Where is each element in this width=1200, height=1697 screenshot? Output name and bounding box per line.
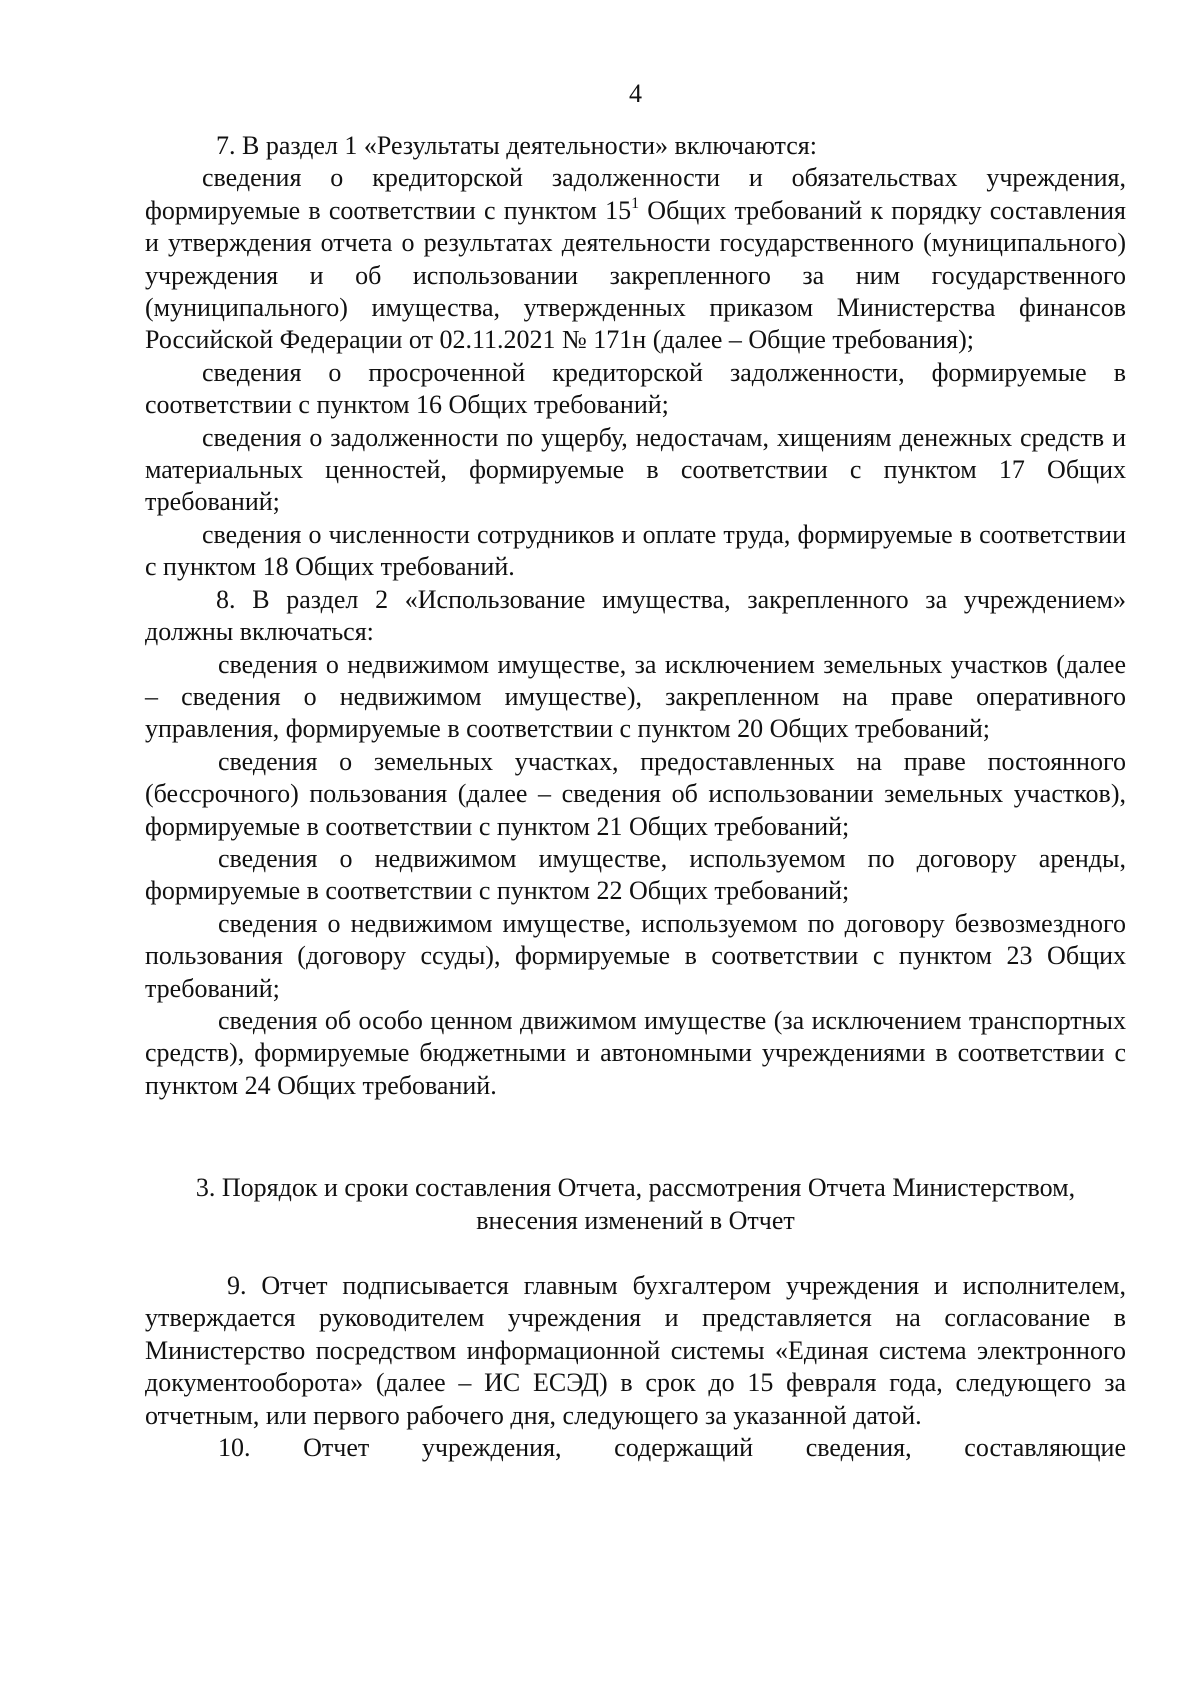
paragraph-7-item-damage-debt: сведения о задолженности по ущербу, недостачам, хищениям денежных средств и материальных ценностей, формируемые в соответствии с пунктом 17 Общих требований; — [145, 422, 1126, 517]
paragraph-9: 9. Отчет подписывается главным бухгалтером учреждения и исполнителем, утверждается руководителем учреждения и представляется на согласование в Министерство посредством информационной системы «Единая система электронного документооборота» (далее – ИС ЕСЭД) в срок до 15 февраля года, следующего за отчетным, или первого рабочего дня, следующего за указанной датой. — [145, 1271, 1126, 1430]
paragraph-7-item-staff: сведения о численности сотрудников и оплате труда, формируемые в соответствии с пунктом 18 Общих требований. — [145, 519, 1126, 582]
paragraph-8-item-lease: сведения о недвижимом имуществе, используемом по договору аренды, формируемые в соответствии с пунктом 22 Общих требований; — [145, 843, 1126, 906]
section-3-heading-line-2: внесения изменений в Отчет — [476, 1205, 795, 1235]
paragraph-7-item-creditor-debt-text: сведения о кредиторской задолженности и обязательствах учреждения, формируемые в соответствии с пунктом 15 — [145, 163, 1126, 225]
paragraph-7-item-overdue-debt: сведения о просроченной кредиторской задолженности, формируемые в соответствии с пунктом 16 Общих требований; — [145, 357, 1126, 420]
paragraph-8-item-free-use: сведения о недвижимом имуществе, используемом по договору безвозмездного пользования (договору ссуды), формируемые в соответствии с пунктом 23 Общих требований; — [145, 908, 1126, 1003]
paragraph-8-item-land: сведения о земельных участках, предоставленных на праве постоянного (бессрочного) пользования (далее – сведения об использовании земельных участков), формируемые в соответствии с пунктом 21 Общих требований; — [145, 746, 1126, 841]
paragraph-10: 10. Отчет учреждения, содержащий сведения, составляющие — [218, 1433, 1126, 1463]
paragraph-8-item-real-estate: сведения о недвижимом имуществе, за исключением земельных участков (далее – сведения о недвижимом имуществе), закрепленном на праве оперативного управления, формируемые в соответствии с пунктом 20 Общих требований; — [145, 649, 1126, 744]
footnote-superscript: 1 — [631, 194, 640, 212]
paragraph-7-intro: 7. В раздел 1 «Результаты деятельности» включаются: — [216, 131, 817, 160]
paragraph-7-item-creditor-debt-continuation: Общих требований к порядку составления и утверждения отчета о результатах деятельности государственного (муниципального) учреждения и об использовании закрепленного за ним государственного (муниципального) имущества, утвержденных приказом Министерства финансов Российской Федерации от 02.11.2021 № 171н (далее – Общие требования); — [145, 195, 1126, 355]
section-3-heading — [145, 1172, 1126, 1237]
paragraph-7-item-creditor-debt — [145, 162, 1126, 356]
paragraph-8-intro: 8. В раздел 2 «Использование имущества, закрепленного за учреждением» должны включаться: — [145, 584, 1126, 647]
paragraph-8-item-movable-property: сведения об особо ценном движимом имуществе (за исключением транспортных средств), формируемые бюджетными и автономными учреждениями в соответствии с пунктом 24 Общих требований. — [145, 1005, 1126, 1100]
page-number: 4 — [629, 79, 642, 108]
section-3-heading-line-1: 3. Порядок и сроки составления Отчета, рассмотрения Отчета Министерством, — [195, 1173, 1076, 1203]
